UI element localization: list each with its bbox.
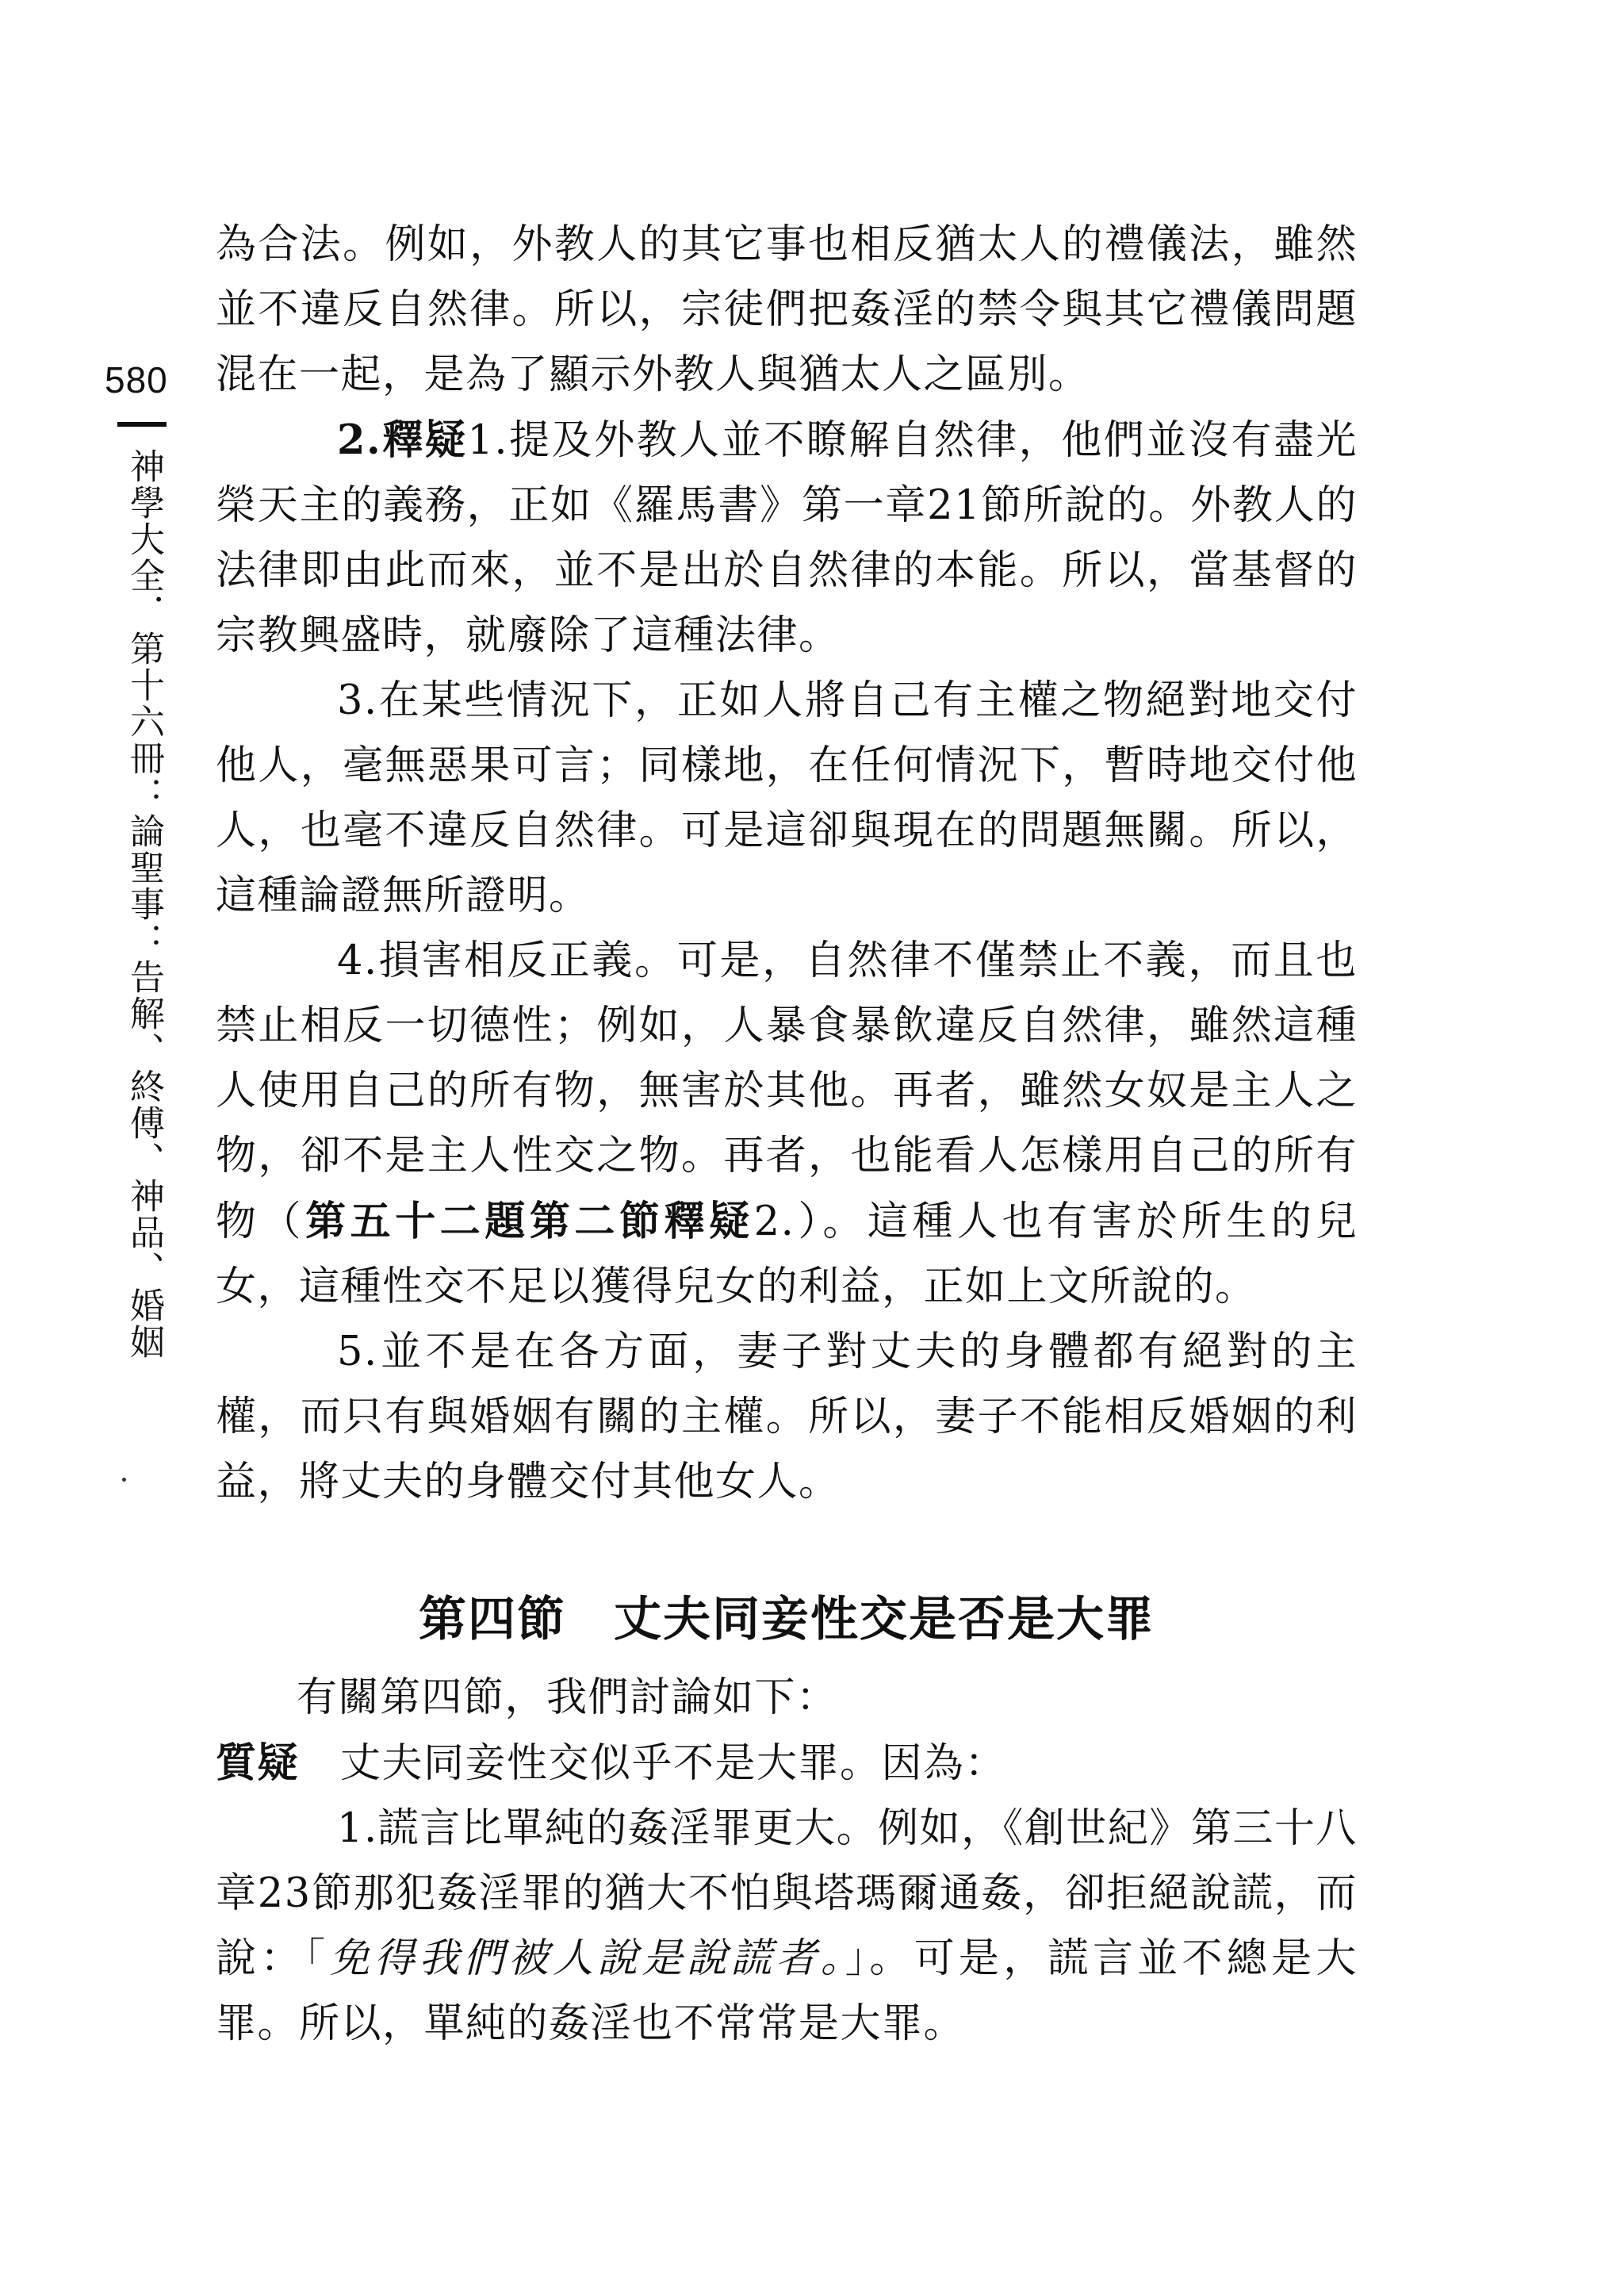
- cross-reference: 第五十二題第二節釋疑: [305, 1198, 754, 1245]
- objection-label: 質疑: [216, 1739, 300, 1787]
- body-text: [216, 213, 1358, 2057]
- section-heading: [216, 1588, 1358, 1651]
- point-1-text-b: 」。可是，謊言並不總是大罪。所以，單純的姦淫也不常常是大罪。: [216, 1935, 1358, 2047]
- margin-rule: [117, 422, 167, 427]
- scripture-quote: 免得我們被人說是說謊者。: [329, 1935, 845, 1982]
- objection-paragraph: [216, 1731, 1358, 1796]
- section-title: 丈夫同妾性交是否是大罪: [614, 1592, 1155, 1647]
- reply-label: 2.釋疑: [337, 416, 468, 464]
- paragraph-reply-4: [216, 929, 1358, 1320]
- page-number: 580: [105, 359, 168, 401]
- point-1-text-a: 1.謊言比單純的姦淫罪更大。例如，《創世紀》第三十八章23節那犯姦淫罪的猶大不怕與塔瑪爾通姦，卻拒絕說謊，而說：「: [216, 1805, 1358, 1982]
- running-head: 神學大全．第十六冊：論聖事：告解、終傅、神品、婚姻: [124, 448, 164, 1360]
- paragraph-reply-1: [216, 408, 1358, 669]
- objection-point-1: [216, 1796, 1358, 2057]
- reply-1-text: 1.提及外教人並不瞭解自然律，他們並沒有盡光榮天主的義務，正如《羅馬書》第一章21節所說的。外教人的法律即由此而來，並不是出於自然律的本能。所以，當基督的宗教興盛時，就廢除了這種法律。: [216, 417, 1358, 659]
- section-number: 第四節: [419, 1592, 566, 1647]
- section-intro: 有關第四節，我們討論如下：: [297, 1674, 838, 1721]
- reply-4-text-b: 2.）。這種人也有害於所生的兒女，這種性交不足以獲得兒女的利益，正如上文所說的。: [216, 1198, 1358, 1310]
- paragraph-continuation: 為合法。例如，外教人的其它事也相反猶太人的禮儀法，雖然並不違反自然律。所以，宗徒們把姦淫的禁令與其它禮儀問題混在一起，是為了顯示外教人與猶太人之區別。: [216, 221, 1358, 398]
- paragraph-reply-3: 3.在某些情況下，正如人將自己有主權之物絕對地交付他人，毫無惡果可言；同樣地，在任何情況下，暫時地交付他人，也毫不違反自然律。可是這卻與現在的問題無關。所以，這種論證無所證明。: [216, 677, 1358, 919]
- paragraph-reply-5: 5.並不是在各方面，妻子對丈夫的身體都有絕對的主權，而只有與婚姻有關的主權。所以，妻子不能相反婚姻的利益，將丈夫的身體交付其他女人。: [216, 1329, 1358, 1505]
- reply-4-text-a: 4.損害相反正義。可是，自然律不僅禁止不義，而且也禁止相反一切德性；例如，人暴食暴飲違反自然律，雖然這種人使用自己的所有物，無害於其他。再者，雖然女奴是主人之物，卻不是主人性交之物。再者，也能看人怎樣用自己的所有物（: [216, 938, 1358, 1245]
- stray-dot: [122, 1478, 126, 1482]
- objection-text: 丈夫同妾性交似乎不是大罪。因為：: [340, 1740, 1007, 1787]
